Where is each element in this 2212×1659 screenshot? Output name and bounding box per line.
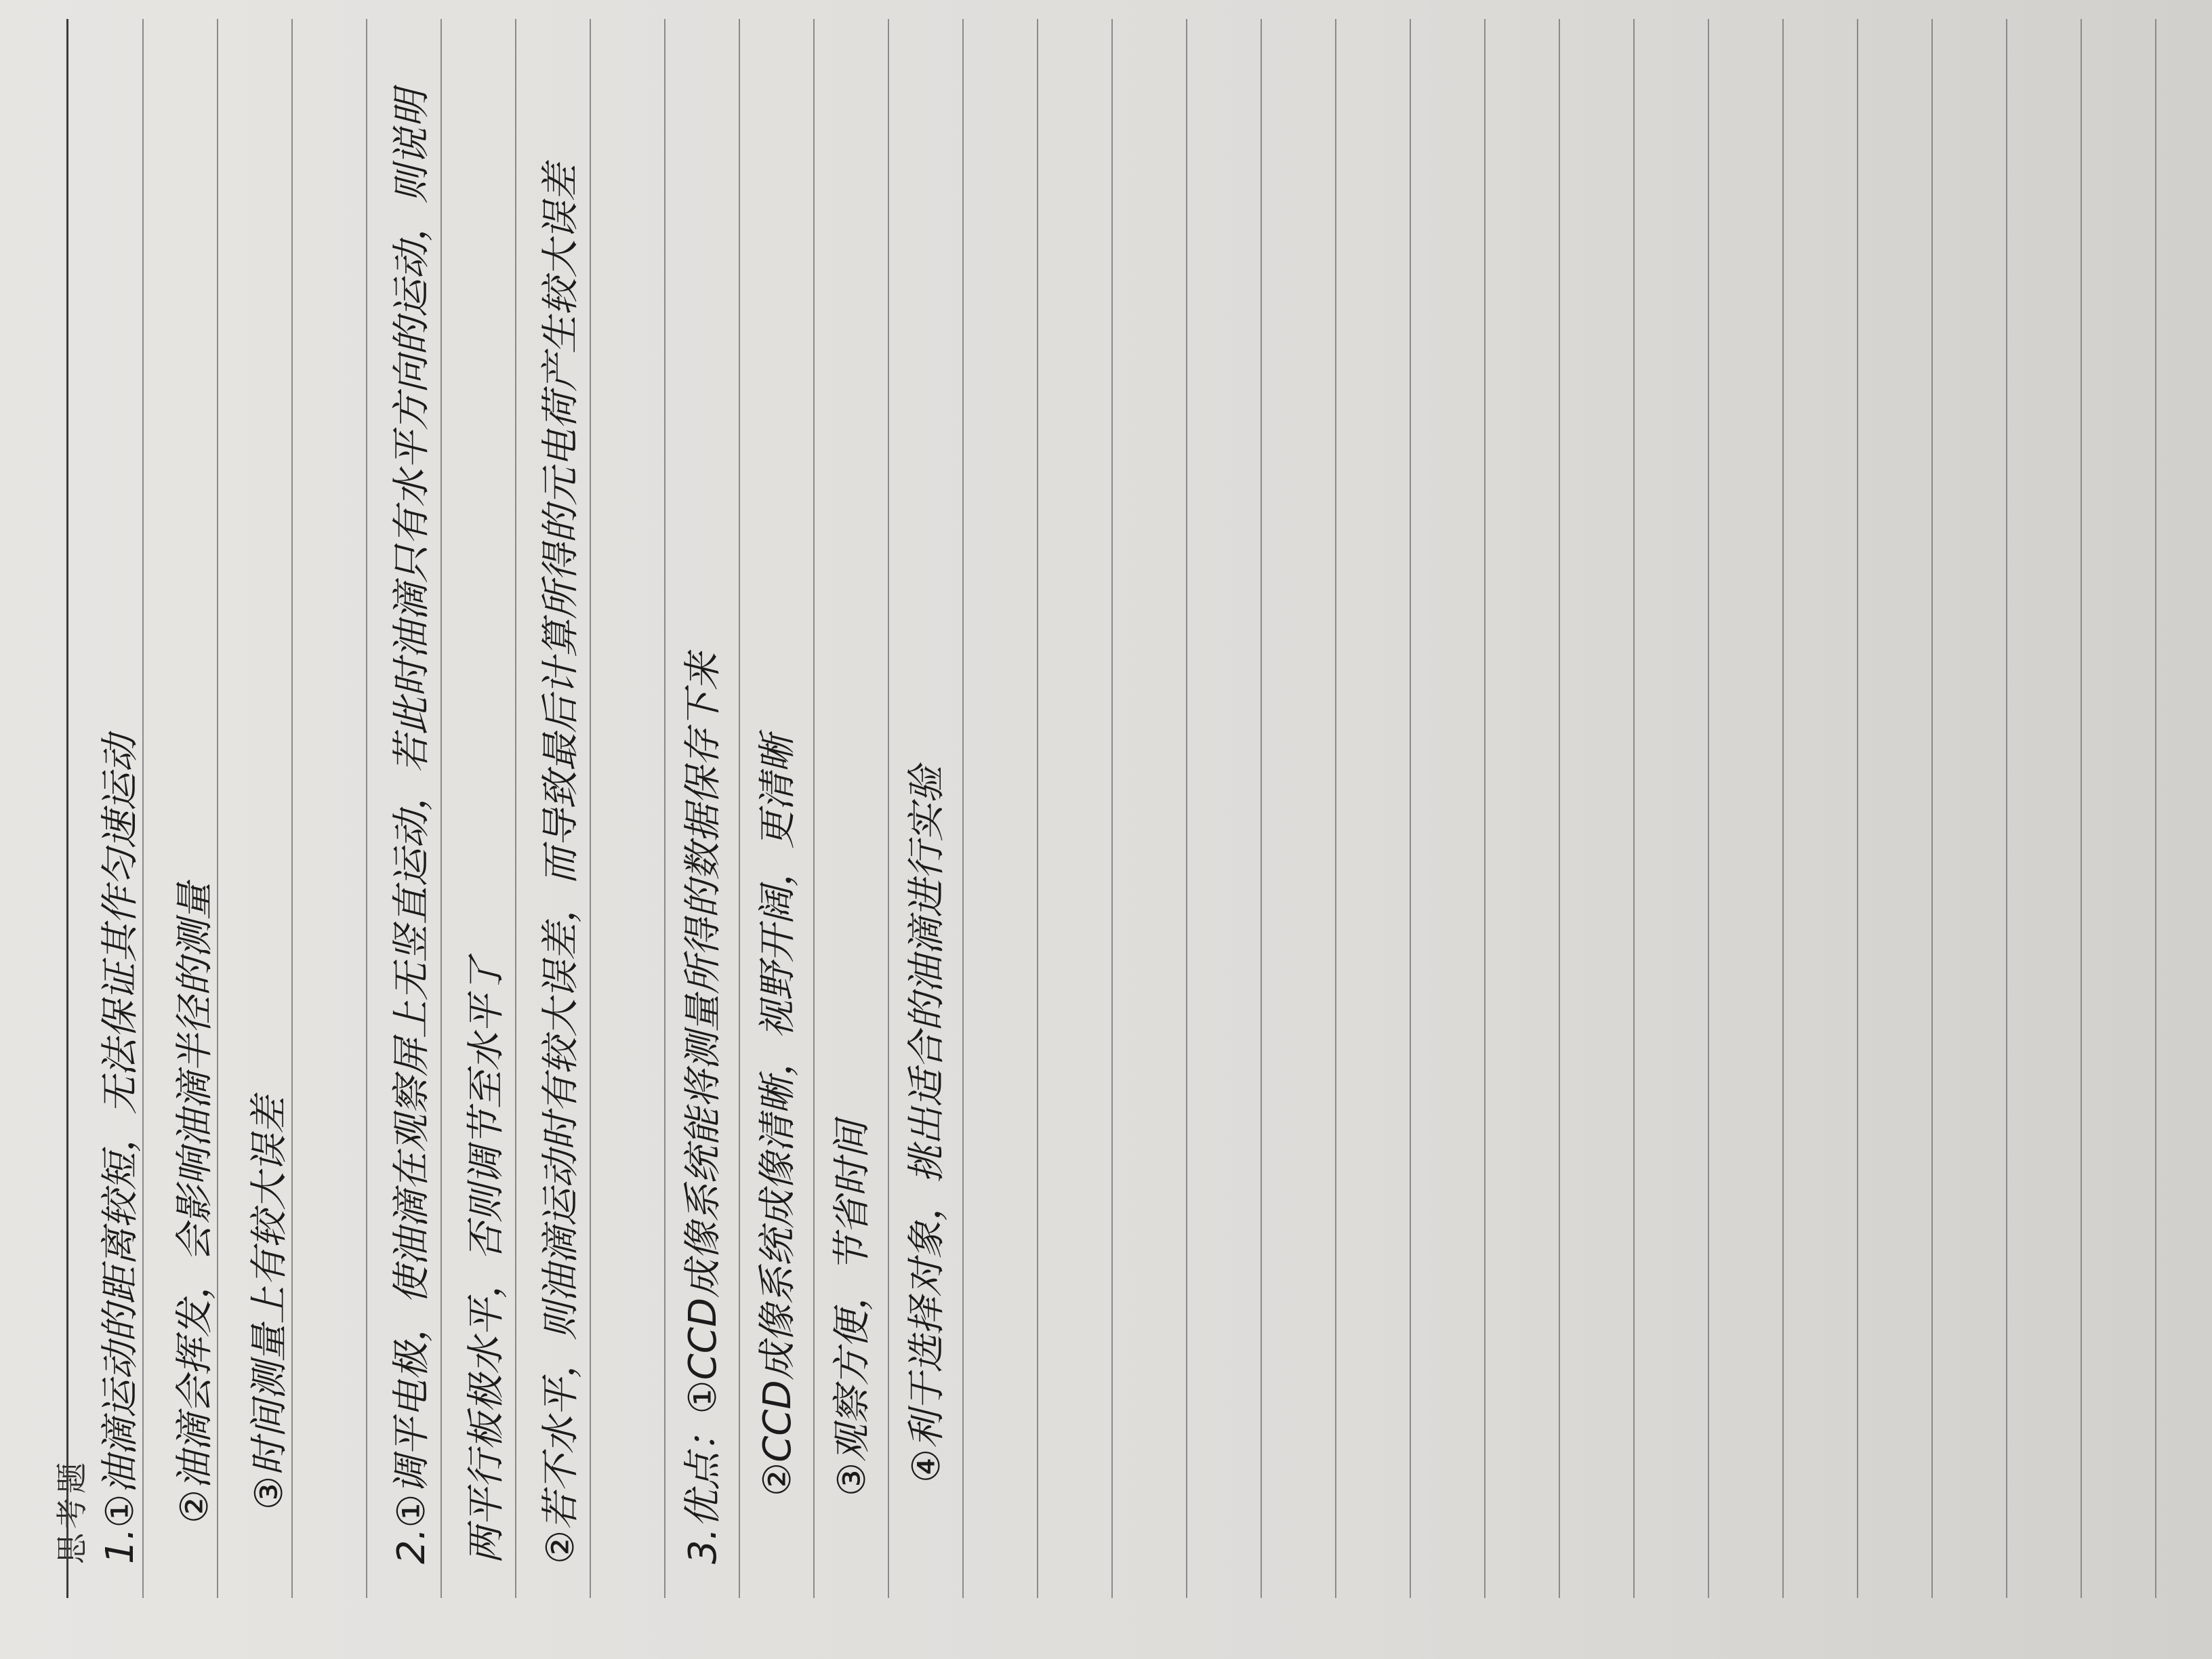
answer-1-line-3: ③时间测量上有较大误差 xyxy=(247,1096,291,1510)
answer-3-line-1: 3.优点：①CCD成像系统能将测量所得的数据保存下来 xyxy=(681,653,725,1564)
answer-2-line-2: 两平行板极水平，否则调节至水平了 xyxy=(464,957,508,1564)
answer-3-line-4: ④利于选择对象，挑出适合的油滴进行实验 xyxy=(905,765,949,1483)
answer-1-line-2: ②油滴会挥发，会影响油滴半径的测量 xyxy=(173,882,217,1523)
answer-2-line-1: 2.①调平电极，使油滴在观察屏上无竖直运动，若此时油滴只有水平方向的运动，则说明 xyxy=(390,89,434,1564)
answer-3-line-3: ③观察方便，节省时间 xyxy=(830,1120,874,1496)
page-heading: 思考题 xyxy=(54,1458,90,1564)
answer-2-line-3: ②若不水平，则油滴运动时有较大误差，而导致最后计算所得的元电荷产生较大误差 xyxy=(539,163,583,1564)
answer-3-line-2: ②CCD成像系统成像清晰，视野开阔，更清晰 xyxy=(756,735,800,1496)
answer-1-line-1: 1.①油滴运动的距离较短，无法保证其作匀速运动 xyxy=(98,735,142,1564)
